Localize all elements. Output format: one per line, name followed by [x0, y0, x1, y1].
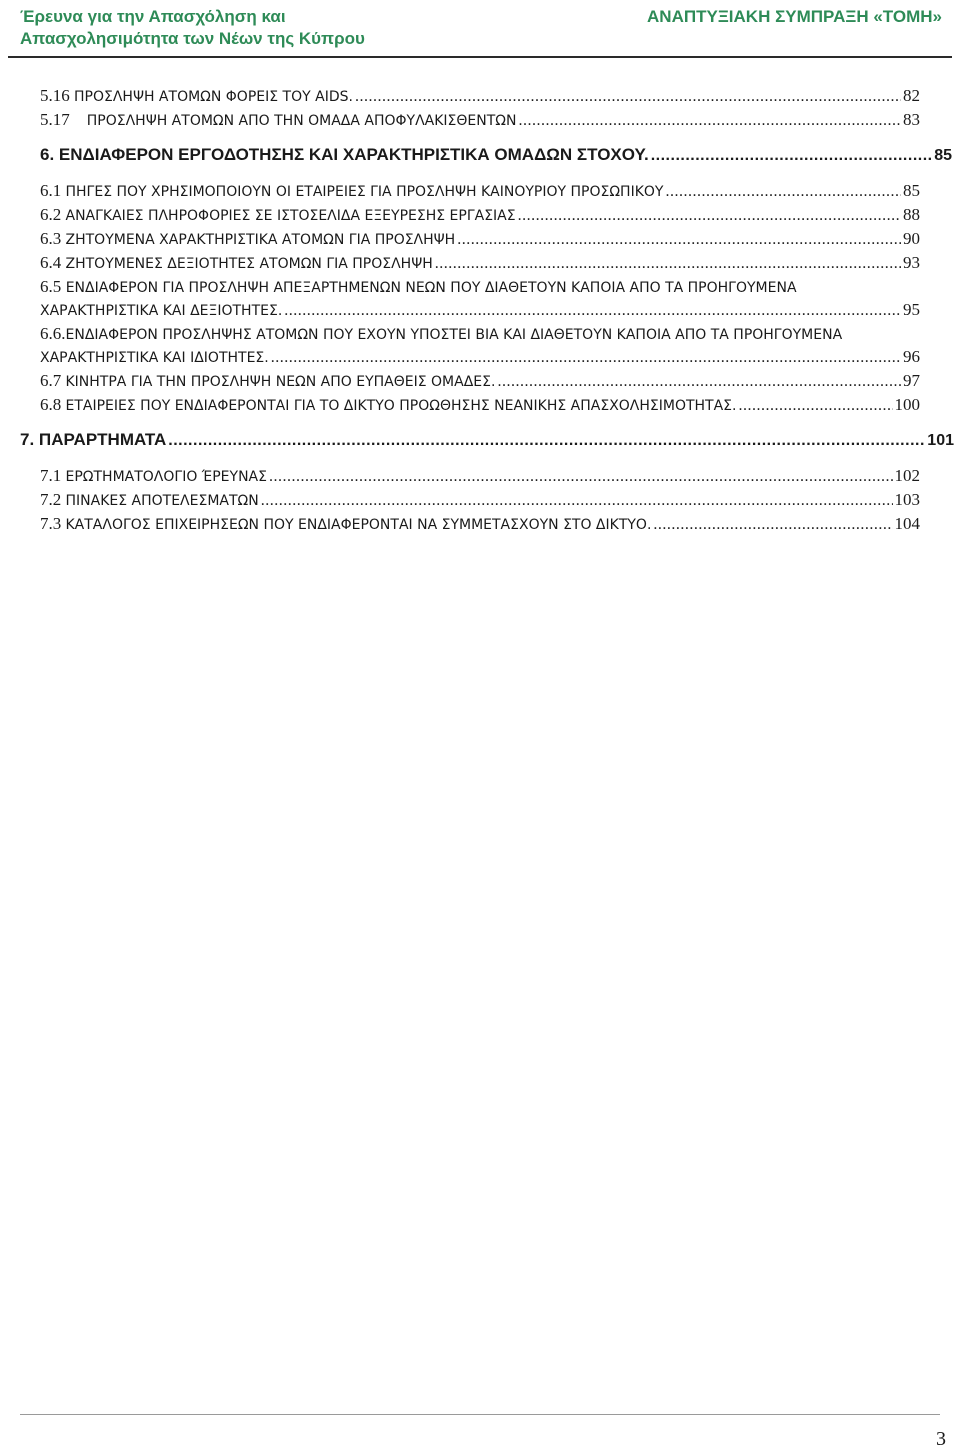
toc-dot-leader	[738, 397, 892, 415]
toc-entry-page: 83	[903, 110, 920, 129]
toc-entry-6-5[interactable]	[40, 277, 920, 320]
toc-entry-title: ΕΝΔΙΑΦΕΡΟΝ ΕΡΓΟΔΟΤΗΣΗΣ ΚΑΙ ΧΑΡΑΚΤΗΡΙΣΤΙΚΑ ΟΜΑΔΩΝ ΣΤΟΧΟΥ.	[58, 145, 649, 164]
page-number: 3	[936, 1428, 946, 1450]
toc-entry-page: 90	[903, 229, 920, 248]
toc-entry-page: 96	[903, 347, 920, 366]
toc-entry-number: 6.	[40, 145, 55, 164]
toc-entry-5-16[interactable]	[40, 86, 920, 106]
toc-dot-leader	[168, 432, 925, 450]
toc-entry-5-17[interactable]	[40, 110, 920, 130]
toc-dot-leader	[518, 207, 901, 225]
toc-entry-title: ΠΡΟΣΛΗΨΗ ΑΤΟΜΩΝ ΦΟΡΕΙΣ ΤΟΥ AIDS.	[74, 89, 353, 105]
toc-entry-number: 6.6.	[40, 324, 66, 343]
header-title-line2: Απασχολησιμότητα των Νέων της Κύπρου	[20, 29, 365, 48]
toc-dot-leader	[269, 468, 893, 486]
toc-entry-6-1[interactable]	[40, 181, 920, 201]
toc-entry-title-continued: ΧΑΡΑΚΤΗΡΙΣΤΙΚΑ ΚΑΙ ΔΕΞΙΟΤΗΤΕΣ.	[40, 303, 283, 319]
toc-entry-title: ΠΑΡΑΡΤΗΜΑΤΑ	[38, 430, 167, 449]
header-partnership-name: ΑΝΑΠΤΥΞΙΑΚΗ ΣΥΜΠΡΑΞΗ «ΤΟΜΗ»	[647, 7, 942, 26]
toc-entry-page: 88	[903, 205, 920, 224]
toc-dot-leader	[651, 147, 932, 165]
toc-entry-6-2[interactable]	[40, 205, 920, 225]
toc-entry-page: 82	[903, 86, 920, 105]
footer-divider	[20, 1414, 940, 1415]
toc-entry-number: 6.4	[40, 253, 62, 272]
toc-entry-page: 100	[894, 395, 920, 414]
toc-entry-number: 6.5	[40, 277, 62, 296]
toc-entry-page: 104	[894, 514, 920, 533]
toc-entry-number: 6.1	[40, 181, 62, 200]
toc-dot-leader	[261, 492, 893, 510]
toc-entry-title: ΠΡΟΣΛΗΨΗ ΑΤΟΜΩΝ ΑΠΟ ΤΗΝ ΟΜΑΔΑ ΑΠΟΦΥΛΑΚΙΣΘΕΝΤΩΝ	[86, 113, 517, 129]
toc-entry-page: 95	[903, 300, 920, 319]
page-header	[0, 0, 960, 56]
toc-entry-page: 97	[903, 371, 920, 390]
toc-entry-title: ΕΤΑΙΡΕΙΕΣ ΠΟΥ ΕΝΔΙΑΦΕΡΟΝΤΑΙ ΓΙΑ ΤΟ ΔΙΚΤΥΟ ΠΡΟΩΘΗΣΗΣ ΝΕΑΝΙΚΗΣ ΑΠΑΣΧΟΛΗΣΙΜΟΤΗΤΑΣ.	[65, 398, 737, 414]
toc-dot-leader	[653, 516, 892, 534]
toc-entry-number: 6.2	[40, 205, 62, 224]
toc-entry-6-3[interactable]	[40, 229, 920, 249]
toc-entry-page: 85	[903, 181, 920, 200]
toc-entry-7-1[interactable]	[40, 466, 920, 486]
toc-entry-6[interactable]	[40, 145, 952, 165]
toc-dot-leader	[497, 373, 901, 391]
toc-entry-6-8[interactable]	[40, 395, 920, 415]
toc-entry-title-line1	[40, 324, 920, 347]
toc-entry-title-line1	[40, 277, 920, 300]
toc-entry-page: 101	[927, 432, 954, 449]
toc-entry-page: 93	[903, 253, 920, 272]
toc-entry-page: 102	[894, 466, 920, 485]
toc-entry-title-continued: ΧΑΡΑΚΤΗΡΙΣΤΙΚΑ ΚΑΙ ΙΔΙΟΤΗΤΕΣ.	[40, 350, 269, 366]
toc-entry-title: ΑΝΑΓΚΑΙΕΣ ΠΛΗΡΟΦΟΡΙΕΣ ΣΕ ΙΣΤΟΣΕΛΙΔΑ ΕΞΕΥΡΕΣΗΣ ΕΡΓΑΣΙΑΣ	[65, 208, 516, 224]
toc-entry-title: ΚΙΝΗΤΡΑ ΓΙΑ ΤΗΝ ΠΡΟΣΛΗΨΗ ΝΕΩΝ ΑΠΟ ΕΥΠΑΘΕΙΣ ΟΜΑΔΕΣ.	[65, 374, 496, 390]
header-title-line1: Έρευνα για την Απασχόληση και	[20, 7, 286, 26]
toc-entry-6-7[interactable]	[40, 371, 920, 391]
toc-entry-title: ΕΡΩΤΗΜΑΤΟΛΟΓΙΟ ΈΡΕΥΝΑΣ	[65, 469, 267, 485]
toc-entry-7-2[interactable]	[40, 490, 920, 510]
header-divider	[8, 56, 952, 58]
toc-entry-number: 6.8	[40, 395, 62, 414]
toc-dot-leader	[518, 112, 901, 130]
header-document-title	[20, 6, 365, 50]
toc-entry-6-6[interactable]	[40, 324, 920, 367]
toc-entry-title-line2	[40, 300, 920, 320]
toc-dot-leader	[457, 231, 901, 249]
toc-dot-leader	[665, 183, 901, 201]
toc-entry-number: 7.	[20, 430, 35, 449]
toc-dot-leader	[355, 88, 901, 106]
toc-dot-leader	[284, 302, 901, 320]
toc-entry-title: ΖΗΤΟΥΜΕΝΑ ΧΑΡΑΚΤΗΡΙΣΤΙΚΑ ΑΤΟΜΩΝ ΓΙΑ ΠΡΟΣΛΗΨΗ	[65, 232, 456, 248]
toc-entry-number: 7.1	[40, 466, 62, 485]
toc-entry-6-4[interactable]	[40, 253, 920, 273]
toc-entry-number: 7.3	[40, 514, 62, 533]
toc-entry-title: ΕΝΔΙΑΦΕΡΟΝ ΠΡΟΣΛΗΨΗΣ ΑΤΟΜΩΝ ΠΟΥ ΕΧΟΥΝ ΥΠΟΣΤΕΙ ΒΙΑ ΚΑΙ ΔΙΑΘΕΤΟΥΝ ΚΑΠΟΙΑ ΑΠΟ ΤΑ ΠΡΟΗΓΟΥΜΕΝΑ	[65, 327, 843, 343]
toc-entry-title: ΠΙΝΑΚΕΣ ΑΠΟΤΕΛΕΣΜΑΤΩΝ	[65, 493, 259, 509]
toc-entry-number: 6.3	[40, 229, 62, 248]
toc-entry-page: 103	[894, 490, 920, 509]
toc-dot-leader	[271, 349, 901, 367]
toc-entry-7-3[interactable]	[40, 514, 920, 534]
toc-entry-number: 6.7	[40, 371, 62, 390]
toc-entry-title: ΚΑΤΑΛΟΓΟΣ ΕΠΙΧΕΙΡΗΣΕΩΝ ΠΟΥ ΕΝΔΙΑΦΕΡΟΝΤΑΙ ΝΑ ΣΥΜΜΕΤΑΣΧΟΥΝ ΣΤΟ ΔΙΚΤΥΟ.	[65, 517, 652, 533]
toc-entry-page: 85	[934, 147, 952, 164]
toc-entry-7[interactable]	[20, 430, 954, 450]
toc-entry-title: ΖΗΤΟΥΜΕΝΕΣ ΔΕΞΙΟΤΗΤΕΣ ΑΤΟΜΩΝ ΓΙΑ ΠΡΟΣΛΗΨΗ	[65, 256, 433, 272]
toc-entry-title-line2	[40, 347, 920, 367]
toc-entry-number: 5.16	[40, 86, 70, 105]
toc-entry-title: ΕΝΔΙΑΦΕΡΟΝ ΓΙΑ ΠΡΟΣΛΗΨΗ ΑΠΕΞΑΡΤΗΜΕΝΩΝ ΝΕΩΝ ΠΟΥ ΔΙΑΘΕΤΟΥΝ ΚΑΠΟΙΑ ΑΠΟ ΤΑ ΠΡΟΗΓΟΥΜΕΝΑ	[65, 280, 797, 296]
toc-entry-number: 7.2	[40, 490, 62, 509]
toc-entry-number: 5.17	[40, 110, 70, 129]
toc-entry-title: ΠΗΓΕΣ ΠΟΥ ΧΡΗΣΙΜΟΠΟΙΟΥΝ ΟΙ ΕΤΑΙΡΕΙΕΣ ΓΙΑ ΠΡΟΣΛΗΨΗ ΚΑΙΝΟΥΡΙΟΥ ΠΡΟΣΩΠΙΚΟΥ	[65, 184, 664, 200]
toc-dot-leader	[435, 255, 901, 273]
